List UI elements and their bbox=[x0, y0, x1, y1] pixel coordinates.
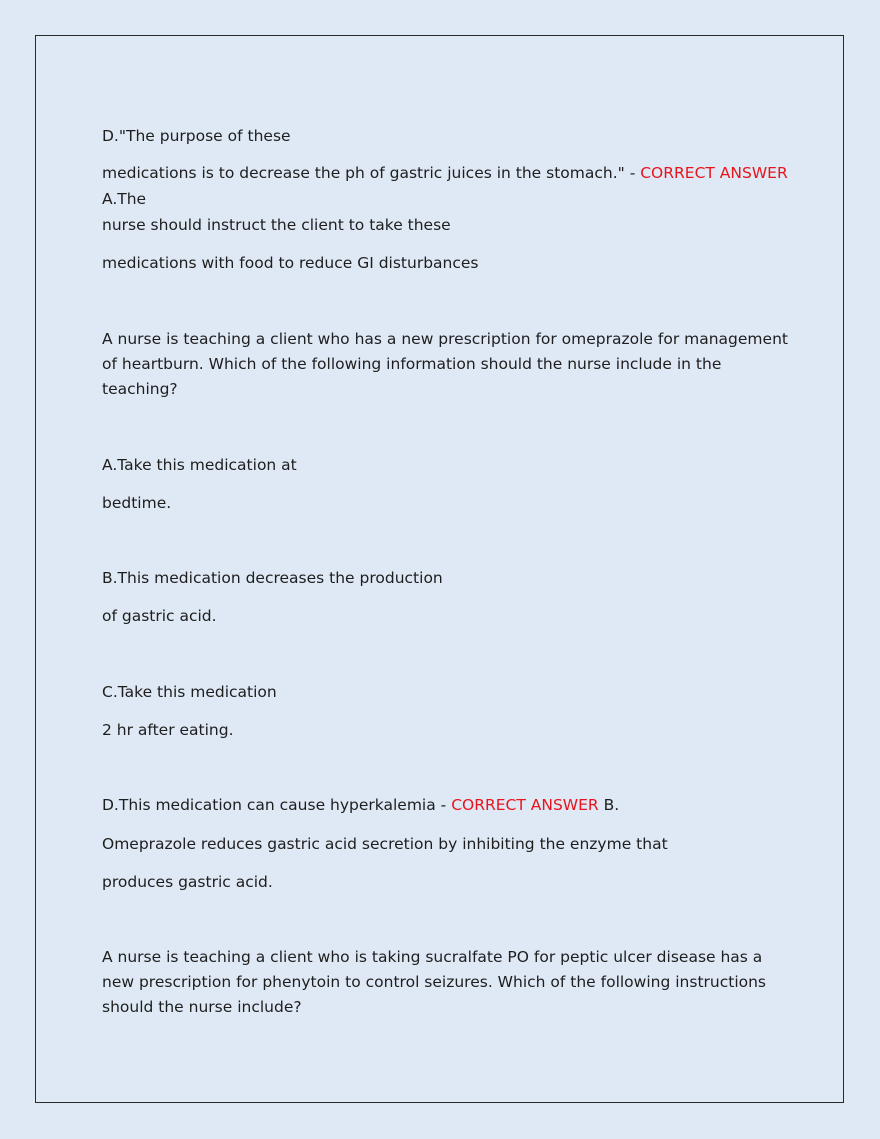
option-d-line2-text: medications is to decrease the ph of gastric juices in the stomach." - bbox=[102, 164, 641, 182]
rationale-line2: produces gastric acid. bbox=[102, 873, 273, 891]
correct-answer-label: CORRECT ANSWER bbox=[640, 164, 788, 182]
option-a-line2: bedtime. bbox=[102, 494, 172, 512]
rationale-line1: Omeprazole reduces gastric acid secretion by inhibiting the enzyme that bbox=[102, 835, 668, 853]
option-a-line1: A.Take this medication at bbox=[102, 456, 297, 474]
question-stem: A nurse is teaching a client who is taking sucralfate PO for peptic ulcer disease has a new prescription for phenytoin to control seizures. Which of the following instructions should the nurse include? bbox=[102, 948, 767, 1016]
option-d-text: D.This medication can cause hyperkalemia - bbox=[102, 796, 452, 814]
answer-line2: nurse should instruct the client to take these bbox=[102, 216, 451, 234]
option-b-line1: B.This medication decreases the production bbox=[102, 569, 443, 587]
correct-answer-label: CORRECT ANSWER bbox=[451, 796, 599, 814]
option-d-answer-line bbox=[102, 793, 619, 818]
option-b-line2: of gastric acid. bbox=[102, 607, 217, 625]
answer-letter: B. bbox=[598, 796, 620, 814]
answer-line1: A.The bbox=[102, 190, 147, 208]
question-stem: A nurse is teaching a client who has a new prescription for omeprazole for management of heartburn. Which of the following information should the nurse include in the teaching? bbox=[102, 330, 788, 398]
answer-line3: medications with food to reduce GI disturbances bbox=[102, 254, 479, 272]
option-d-line1: D."The purpose of these bbox=[102, 127, 291, 145]
option-c-line1: C.Take this medication bbox=[102, 683, 277, 701]
option-d-line2 bbox=[102, 161, 788, 186]
option-c-line2: 2 hr after eating. bbox=[102, 721, 234, 739]
